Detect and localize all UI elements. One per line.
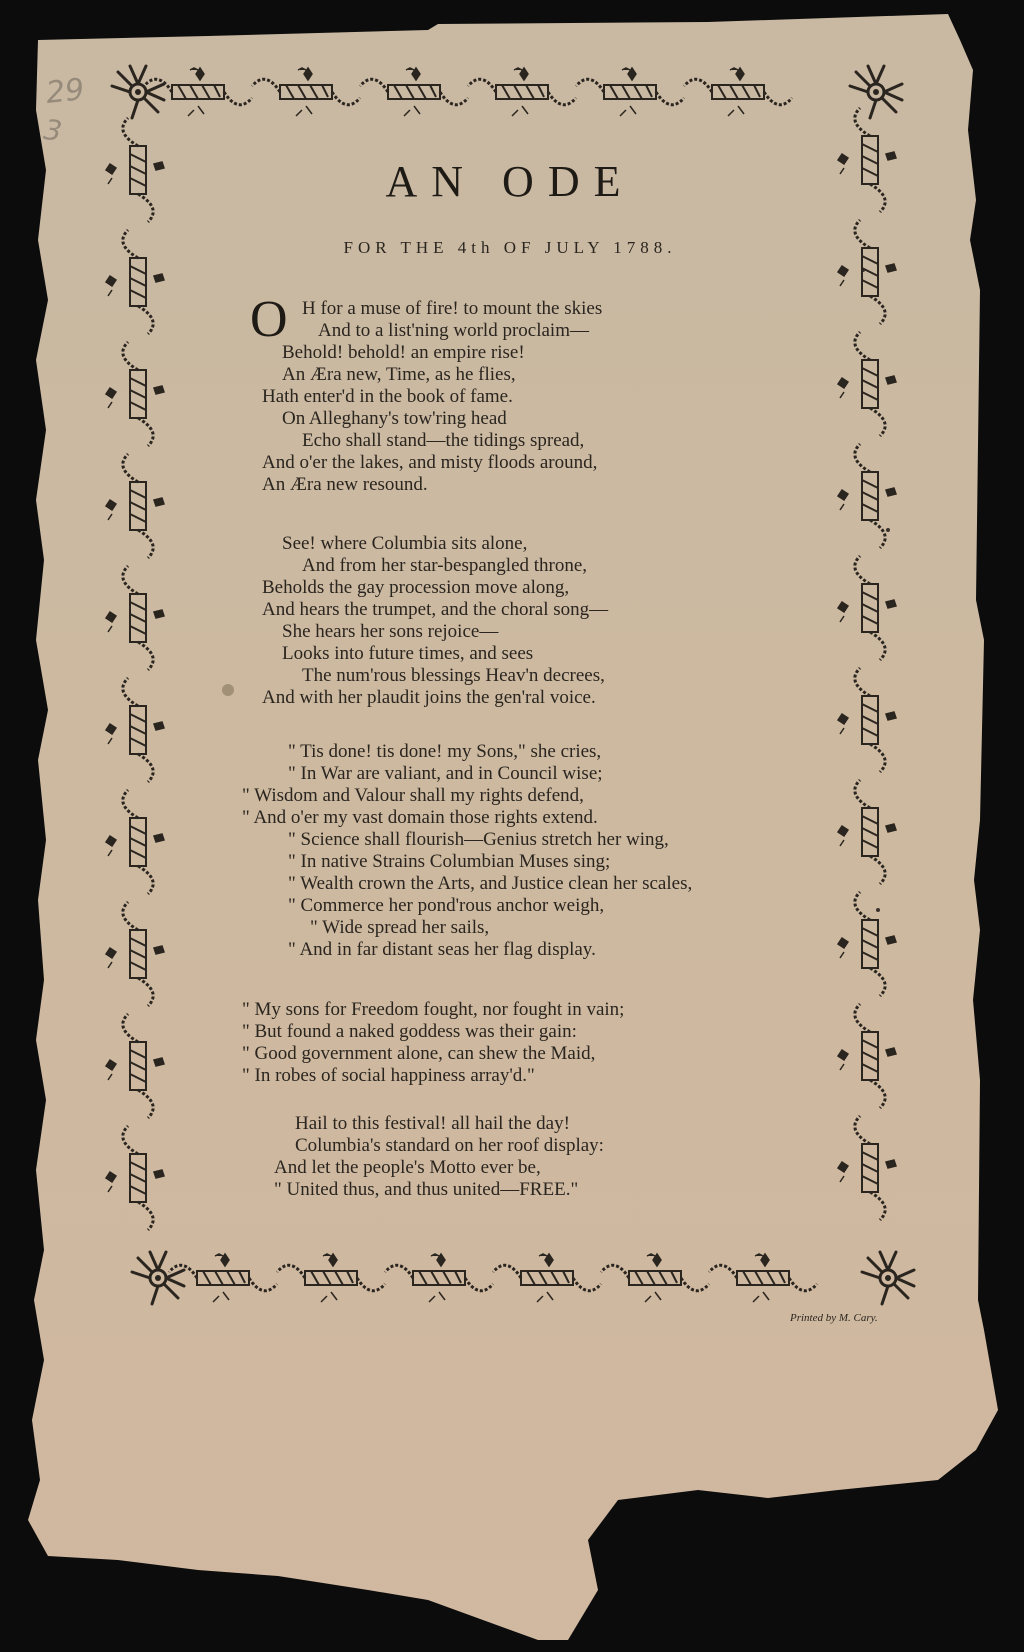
poem-line: " United thus, and thus united—FREE." bbox=[274, 1179, 579, 1200]
poem-line: And to a list'ning world proclaim— bbox=[318, 320, 589, 341]
printer-imprint: Printed by M. Cary. bbox=[790, 1312, 878, 1324]
poem-line: " In native Strains Columbian Muses sing; bbox=[288, 851, 611, 872]
poem-line: " Wisdom and Valour shall my rights defend, bbox=[242, 785, 584, 806]
poem-line: And let the people's Motto ever be, bbox=[274, 1157, 541, 1178]
poem-line: Columbia's standard on her roof display: bbox=[295, 1135, 604, 1156]
poem-line: On Alleghany's tow'ring head bbox=[282, 408, 507, 429]
poem-line: " In robes of social happiness array'd." bbox=[242, 1065, 535, 1086]
drop-cap: O bbox=[250, 291, 288, 348]
poem-line: " But found a naked goddess was their gain: bbox=[242, 1021, 577, 1042]
poem-line: She hears her sons rejoice— bbox=[282, 621, 499, 642]
poem-line: " And in far distant seas her flag display. bbox=[288, 939, 596, 960]
poem-line: " Good government alone, can shew the Maid, bbox=[242, 1043, 596, 1064]
poem-line: " Wide spread her sails, bbox=[310, 917, 490, 938]
poem-line: And from her star-bespangled throne, bbox=[302, 555, 588, 576]
pencil-note-number: 29 bbox=[44, 72, 86, 111]
poem-line: " Commerce her pond'rous anchor weigh, bbox=[288, 895, 605, 916]
poem-line: " My sons for Freedom fought, nor fought in vain; bbox=[242, 999, 625, 1020]
poem-line: See! where Columbia sits alone, bbox=[282, 533, 528, 554]
poem-line: An Æra new resound. bbox=[262, 474, 428, 495]
page-title: AN ODE bbox=[385, 157, 635, 206]
poem-line: " And o'er my vast domain those rights extend. bbox=[242, 807, 598, 828]
poem-line: H for a muse of fire! to mount the skies bbox=[302, 298, 603, 319]
poem-line: Beholds the gay procession move along, bbox=[262, 577, 570, 598]
poem-line: Hath enter'd in the book of fame. bbox=[262, 386, 513, 407]
poem-line: Echo shall stand—the tidings spread, bbox=[302, 430, 585, 451]
poem-line: " Science shall flourish—Genius stretch her wing, bbox=[288, 829, 669, 850]
poem-line: Looks into future times, and sees bbox=[282, 643, 534, 664]
poem-line: And o'er the lakes, and misty floods around, bbox=[262, 452, 598, 473]
pencil-note-number: 3 bbox=[41, 112, 65, 149]
poem-line: An Æra new, Time, as he flies, bbox=[282, 364, 516, 385]
page-subtitle: FOR THE 4th OF JULY 1788. bbox=[343, 238, 677, 257]
poem-line: The num'rous blessings Heav'n decrees, bbox=[302, 665, 605, 686]
poem-line: Behold! behold! an empire rise! bbox=[282, 342, 525, 363]
poem-line: " Tis done! tis done! my Sons," she cries, bbox=[288, 741, 602, 762]
poem-line: Hail to this festival! all hail the day! bbox=[295, 1113, 570, 1134]
poem-line: " In War are valiant, and in Council wise; bbox=[288, 763, 603, 784]
poem-line: " Wealth crown the Arts, and Justice clean her scales, bbox=[288, 873, 693, 894]
poem-line: And hears the trumpet, and the choral song— bbox=[262, 599, 609, 620]
poem-line: And with her plaudit joins the gen'ral voice. bbox=[262, 687, 596, 708]
